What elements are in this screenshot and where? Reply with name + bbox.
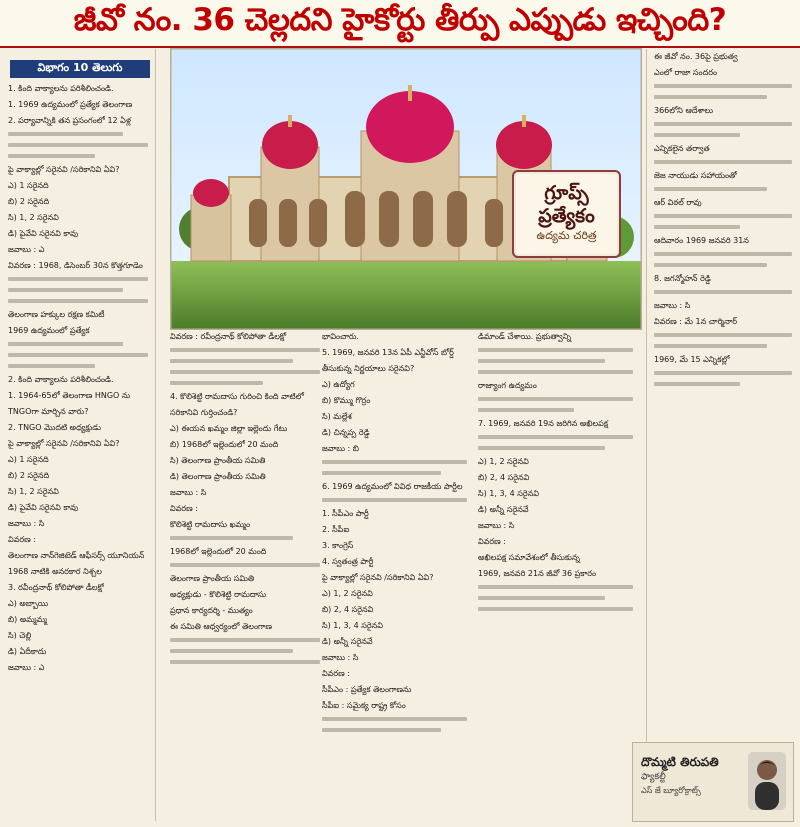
mid-right-frag-4: ఎ) ఉద్యోగ xyxy=(322,380,355,389)
right-frag-6: సి) 1, 3, 4 సరైనవి xyxy=(478,489,539,498)
mid-right-frag-11: 2. సీపీఐ xyxy=(322,525,350,534)
mid-left-frag-10: కొలిశెట్టి రామదాసు ఖమ్మం xyxy=(170,520,251,529)
mid-right-frag-1: భావించారు. xyxy=(322,332,359,341)
far-right-frag-8: 8. జగన్మోహన్‌ రెడ్డి xyxy=(654,274,711,283)
mid-left-frag-4: ఎ) ఈయన ఖమ్మం జిల్లా ఇల్లెందు గేటు xyxy=(170,424,288,433)
author-photo xyxy=(748,752,786,810)
mid-right-frag-6: సి) మల్లేశ xyxy=(322,412,352,421)
right-frag-1: డిమాండ్ చేశాయి. ప్రభుత్వాన్ని xyxy=(478,332,572,341)
mid-right-frag-13: 4. స్వతంత్ర పార్టీ xyxy=(322,557,374,566)
left-column-frag-15: TNGOగా మార్చిన వారు? xyxy=(8,407,89,416)
mid-left-frag-5: బి) 1968లో ఇల్లెందులో 20 మంది xyxy=(170,440,279,449)
mid-right-frag-10: 1. సీపీఎం పార్టీ xyxy=(322,509,369,518)
column-separator-right xyxy=(646,49,647,821)
mid-left-frag-1: వివరణ : రవీంద్రనాథ్ కోలిపోతా డీలక్షో xyxy=(170,332,287,341)
headline: జీవో నం. 36 చెల్లదని హైకోర్టు తీర్పు ఎప్పుడు ఇచ్చింది? xyxy=(0,0,800,48)
left-column-frag-12: 1969 ఉద్యమంలో ప్రత్యేక xyxy=(8,326,90,335)
far-right-frag-6: ఆర్‌ విఠల్‌ రావు xyxy=(654,198,702,207)
left-column-frag-6: బి) 2 సరైనది xyxy=(8,197,50,206)
author-role: ఫ్యాకల్టీ xyxy=(641,772,666,782)
left-column-frag-25: 1968 నాటికి అనరకార నిశ్చల xyxy=(8,567,102,576)
left-column-frag-21: డి) పైవేవి సరైనవి కావు xyxy=(8,503,79,512)
left-column-frag-9: జవాబు : ఎ xyxy=(8,245,45,254)
left-column-frag-1: 1. కింది వాక్యాలను పరిశీలించండి. xyxy=(8,84,114,93)
left-column-frag-22: జవాబు : సి xyxy=(8,519,45,528)
left-column-frag-13: 2. కింది వాక్యాలను పరిశీలించండి. xyxy=(8,375,114,384)
left-column-frag-3: 2. పర్యావాన్నికి తన ప్రసంగంలో 12 ఏళ్ల xyxy=(8,116,132,125)
left-column-frag-5: ఎ) 1 సరైనది xyxy=(8,181,49,190)
right-frag-9: వివరణ : xyxy=(478,537,506,546)
mid-right-frag-18: డి) అన్నీ సరైనవే xyxy=(322,637,373,646)
left-column-frag-28: బి) అమ్మమ్మ xyxy=(8,615,47,624)
mid-left-frag-6: సి) తెలంగాణ ప్రాంతీయ సమితి xyxy=(170,456,266,465)
mid-right-frag-22: సీపీఐ : సమైక్య రాష్ట్ర కోసం xyxy=(322,701,406,710)
left-column-frag-18: ఎ) 1 సరైనది xyxy=(8,455,49,464)
far-right-frag-5: జెజ నాయుడు సహాయంతో xyxy=(654,171,737,180)
author-org: ఎస్‌ జే బ్యూరోక్రాట్స్ xyxy=(641,786,701,795)
mid-right-frag-2: 5. 1969, జనవరి 13న ఏపీ ఎన్జీవోస్ బోర్డ్ xyxy=(322,348,454,357)
mid-left-frag-8: జవాబు : సి xyxy=(170,488,207,497)
far-right-frag-10: వివరణ : మే 1న చార్మినార్ xyxy=(654,317,738,326)
mid-left-frag-12: తెలంగాణ ప్రాంతీయ సమితి xyxy=(170,574,255,583)
mid-right-frag-21: సీపీఎం : ప్రత్యేక తెలంగాణను xyxy=(322,685,412,694)
left-column-frag-10: వివరణ : 1968, డిసెంబర్ 30న కొత్తగూడెం xyxy=(8,261,143,270)
far-right-frag-11: 1969, మే 15 ఎన్నికల్లో xyxy=(654,355,730,364)
left-column-frag-4: పై వాక్యాల్లో సరైనవి /సరికానివి ఏవి? xyxy=(8,165,120,174)
far-right-column xyxy=(654,52,792,732)
mid-left-frag-9: వివరణ : xyxy=(170,504,198,513)
mid-right-frag-16: బి) 2, 4 సరైనవి xyxy=(322,605,374,614)
right-frag-2: రాజ్యాంగ ఉద్యమం xyxy=(478,381,537,390)
mid-right-frag-3: తీసుకున్న నిర్ణయాలు సరైనవి? xyxy=(322,364,415,373)
mid-right-frag-20: వివరణ : xyxy=(322,669,350,678)
mid-right-frag-14: పై వాక్యాల్లో సరైనవి /సరికానివి ఏవి? xyxy=(322,573,434,582)
mid-right-frag-8: జవాబు : బి xyxy=(322,444,359,453)
right-frag-5: బి) 2, 4 సరైనవి xyxy=(478,473,530,482)
stamp-line-1: గ్రూప్స్ xyxy=(544,182,589,204)
mid-right-frag-15: ఎ) 1, 2 సరైనవి xyxy=(322,589,373,598)
mid-left-frag-11: 1968లో ఇల్లెందులో 20 మంది xyxy=(170,547,267,556)
mid-left-frag-2: 4. కొలిశెట్టి రామదాసు గురించి కింది వాటిలో xyxy=(170,392,304,401)
mid-right-frag-12: 3. కాంగ్రెస్ xyxy=(322,541,354,550)
left-column-frag-19: బి) 2 సరైనది xyxy=(8,471,50,480)
mid-right-frag-5: బి) కొమ్ము గొర్రం xyxy=(322,396,371,405)
left-column xyxy=(8,84,148,819)
right-frag-7: డి) అన్నీ సరైనవే xyxy=(478,505,529,514)
right-frag-10: అఖిలపక్ష సమావేశంలో తీసుకున్న xyxy=(478,553,580,562)
author-avatar-icon xyxy=(748,752,786,810)
stamp-line-3: ఉద్యమ చరిత్ర xyxy=(536,229,597,242)
right-frag-3: 7. 1969, జనవరి 19న జరిగిన అఖిలపక్ష xyxy=(478,419,609,428)
column-separator-left xyxy=(155,49,156,821)
right-frag-4: ఎ) 1, 2 సరైనవి xyxy=(478,457,529,466)
mid-right-frag-19: జవాబు : సి xyxy=(322,653,359,662)
mid-left-frag-15: ఈ సమితి ఆధ్వర్యంలో తెలంగాణ xyxy=(170,622,273,631)
mid-right-frag-7: డి) చిన్నప్ప రెడ్డి xyxy=(322,428,370,437)
far-right-frag-3: 366లోని ఆదేశాలు xyxy=(654,106,713,115)
left-column-frag-2: 1. 1969 ఉద్యమంలో ప్రత్యేక తెలంగాణ xyxy=(8,100,133,109)
mid-right-frag-17: సి) 1, 3, 4 సరైనవి xyxy=(322,621,383,630)
left-column-frag-20: సి) 1, 2 సరైనవి xyxy=(8,487,59,496)
far-right-frag-9: జవాబు : సి xyxy=(654,301,691,310)
right-column xyxy=(478,332,633,818)
mid-left-frag-13: అధ్యక్షుడు - కొలిశెట్టి రామదాసు xyxy=(170,590,267,599)
far-right-frag-1: ఈ జీవో నం. 36పై ప్రభుత్వ xyxy=(654,52,738,61)
mid-left-frag-3: సరికానివి గుర్తించండి? xyxy=(170,408,238,417)
right-frag-8: జవాబు : సి xyxy=(478,521,515,530)
left-column-frag-17: పై వాక్యాల్లో సరైనవి /సరికానివి ఏవి? xyxy=(8,439,120,448)
left-column-frag-7: సి) 1, 2 సరైనవి xyxy=(8,213,59,222)
group-special-stamp xyxy=(512,170,621,258)
author-name: దొమ్మటి తిరుపతి xyxy=(641,755,719,769)
left-column-frag-29: సి) చెల్లి xyxy=(8,631,32,640)
mid-right-frag-9: 6. 1969 ఉద్యమంలో వివిధ రాజకీయ పార్టీల xyxy=(322,482,463,491)
far-right-frag-4: ఎన్నికలైన తర్వాత xyxy=(654,144,710,153)
left-column-frag-26: 3. రవీంద్రనాథ్ కోలిపోతా డీలక్షో xyxy=(8,583,104,592)
stamp-line-2: ప్రత్యేకం xyxy=(538,205,595,227)
right-frag-11: 1969, జనవరి 21న జీవో 36 ప్రకారం xyxy=(478,569,597,578)
left-column-frag-31: జవాబు : ఎ xyxy=(8,663,45,672)
left-column-frag-16: 2. TNGO మొదటి అధ్యక్షుడు xyxy=(8,423,101,432)
left-column-frag-8: డి) పైవేవి సరైనవి కావు xyxy=(8,229,79,238)
left-column-frag-23: వివరణ : xyxy=(8,535,36,544)
left-column-frag-11: తెలంగాణ హక్కుల రక్షణ కమిటీ xyxy=(8,310,105,319)
mid-left-frag-14: ప్రధాన కార్యదర్శి - ముత్యం xyxy=(170,606,253,615)
mid-left-frag-7: డి) తెలంగాణ ప్రాంతీయ సమితి xyxy=(170,472,266,481)
left-column-frag-30: డి) ఏదీకాదు xyxy=(8,647,47,656)
left-column-frag-14: 1. 1964-65లో తెలంగాణ HNGO ను xyxy=(8,391,131,400)
mid-left-column xyxy=(170,332,320,818)
left-column-frag-24: తెలంగాణ నాన్‌గెజిటెడ్ ఆఫీసర్స్ యూనియన్ xyxy=(8,551,145,560)
far-right-frag-2: ఎంలో రాజా సందరం xyxy=(654,68,718,77)
far-right-frag-7: ఆదివారం 1969 జనవరి 31న xyxy=(654,236,749,245)
left-column-frag-27: ఎ) అబ్బాయి xyxy=(8,599,49,608)
section-label: విభాగం 10 తెలుగు xyxy=(10,60,150,78)
mid-right-column xyxy=(322,332,467,818)
